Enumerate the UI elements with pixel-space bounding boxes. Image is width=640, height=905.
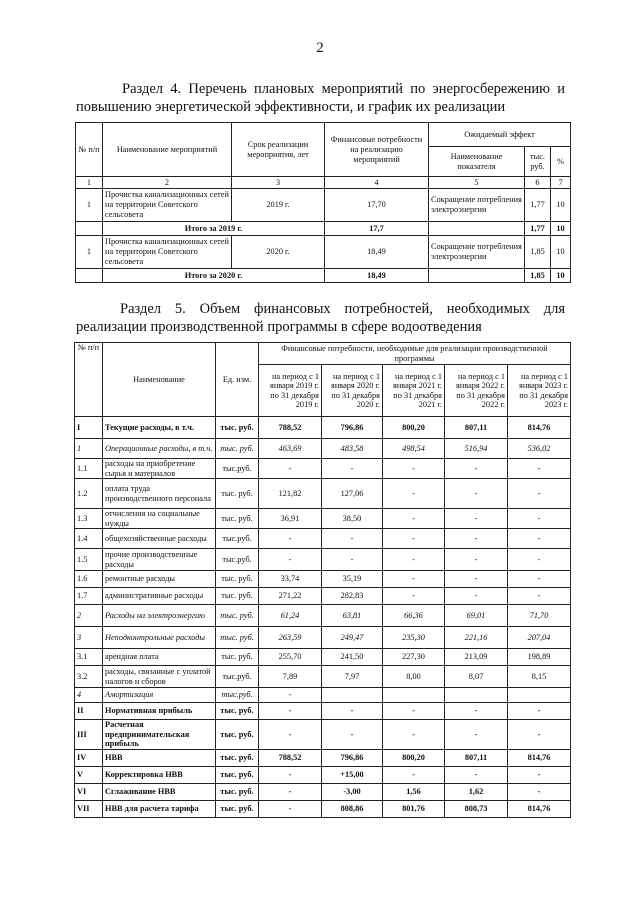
row-value: 8,15 <box>508 666 571 688</box>
total-rub: 1,77 <box>525 222 551 236</box>
table-row <box>76 189 571 222</box>
row-value: - <box>259 549 322 571</box>
column-numbers-row <box>76 177 571 189</box>
row-num: 1.4 <box>75 529 103 549</box>
header-indicator: Наименование показателя <box>429 147 525 177</box>
row-num: 3 <box>75 627 103 649</box>
row-value: - <box>508 767 571 784</box>
row-value: - <box>259 688 322 703</box>
row-num: 1 <box>76 189 103 222</box>
row-value: 35,19 <box>322 571 383 588</box>
table-row <box>75 417 571 439</box>
row-value: 241,50 <box>322 649 383 666</box>
row-value: 808,73 <box>445 801 508 818</box>
row-value: 66,36 <box>383 605 445 627</box>
row-finance: 18,49 <box>325 236 429 269</box>
row-value: +15,00 <box>322 767 383 784</box>
row-unit: тыс. руб. <box>216 784 259 801</box>
total-finance: 17,7 <box>325 222 429 236</box>
table-row <box>75 459 571 479</box>
row-value: 801,76 <box>383 801 445 818</box>
row-name: расходы, связанные с уплатой налогов и сборов <box>103 666 216 688</box>
row-value: 255,70 <box>259 649 322 666</box>
row-name: отчисления на социальные нужды <box>103 509 216 529</box>
row-value: 63,81 <box>322 605 383 627</box>
row-value: 71,70 <box>508 605 571 627</box>
row-value: 221,16 <box>445 627 508 649</box>
row-value: 127,06 <box>322 479 383 509</box>
table-row <box>75 703 571 720</box>
row-value: 807,11 <box>445 750 508 767</box>
table-row <box>75 588 571 605</box>
row-value: -3,00 <box>322 784 383 801</box>
section5-body <box>75 417 571 818</box>
row-num: 3.1 <box>75 649 103 666</box>
row-num: 1.6 <box>75 571 103 588</box>
section5-title: Раздел 5. Объем финансовых потребностей, необходимых для реализации производственной программы в сфере водоотведения <box>76 301 565 335</box>
section4-table <box>75 122 571 283</box>
row-num: 1 <box>75 439 103 459</box>
row-term: 2020 г. <box>232 236 325 269</box>
table-row <box>75 666 571 688</box>
section5-table <box>74 342 571 818</box>
row-value: - <box>445 588 508 605</box>
row-unit: тыс.руб. <box>216 459 259 479</box>
row-value: - <box>508 784 571 801</box>
row-unit: тыс. руб. <box>216 627 259 649</box>
col-number: 1 <box>76 177 103 189</box>
row-value: 38,50 <box>322 509 383 529</box>
table-row <box>75 750 571 767</box>
row-indicator: Сокращение потребления электроэнергии <box>429 236 525 269</box>
row-value: - <box>445 720 508 750</box>
row-value: 282,83 <box>322 588 383 605</box>
row-value: - <box>445 479 508 509</box>
total-pct: 10 <box>551 269 571 283</box>
row-value: - <box>445 571 508 588</box>
row-value: - <box>383 549 445 571</box>
row-name: Текущие расходы, в т.ч. <box>103 417 216 439</box>
row-unit: тыс.руб. <box>216 666 259 688</box>
table-row <box>75 479 571 509</box>
page-number: 2 <box>316 40 324 56</box>
header-term: Срок реализации мероприятия, лет <box>232 123 325 177</box>
row-num: 1 <box>76 236 103 269</box>
row-name: Прочистка канализационных сетей на территории Советского сельсовета <box>103 236 232 269</box>
row-value: - <box>508 529 571 549</box>
row-value: - <box>259 459 322 479</box>
row-name: Расчетная предпринимательская прибыль <box>103 720 216 750</box>
row-value: - <box>508 703 571 720</box>
table-total-row <box>76 222 571 236</box>
table-row <box>75 767 571 784</box>
section4-title: Раздел 4. Перечень плановых мероприятий по энергосбережению и повышению энергетической эффективности, и график их реализации <box>76 81 565 115</box>
row-name: административные расходы <box>103 588 216 605</box>
row-name: НВВ <box>103 750 216 767</box>
row-name: общехозяйственные расходы <box>103 529 216 549</box>
row-value: - <box>322 549 383 571</box>
row-value: - <box>322 459 383 479</box>
row-value <box>322 688 383 703</box>
row-value: - <box>383 479 445 509</box>
row-value: 814,76 <box>508 801 571 818</box>
row-value: 213,09 <box>445 649 508 666</box>
row-name: Операционные расходы, в т.ч. <box>103 439 216 459</box>
row-value: - <box>259 801 322 818</box>
col-number: 4 <box>325 177 429 189</box>
row-value: - <box>508 588 571 605</box>
row-value: - <box>259 720 322 750</box>
row-value: 271,22 <box>259 588 322 605</box>
row-value: 800,20 <box>383 750 445 767</box>
header-group: Финансовые потребности, необходимые для реализации производственной программы <box>259 343 571 365</box>
total-rub: 1,85 <box>525 269 551 283</box>
row-value: 121,82 <box>259 479 322 509</box>
total-label: Итого за 2020 г. <box>103 269 325 283</box>
row-value: 814,76 <box>508 750 571 767</box>
row-value: 7,89 <box>259 666 322 688</box>
row-value: - <box>322 529 383 549</box>
row-num: III <box>75 720 103 750</box>
row-value: 61,24 <box>259 605 322 627</box>
row-unit: тыс. руб. <box>216 509 259 529</box>
row-value: 263,59 <box>259 627 322 649</box>
row-unit: тыс.руб. <box>216 549 259 571</box>
row-name: Корректировка НВВ <box>103 767 216 784</box>
row-value: - <box>383 571 445 588</box>
table-row <box>75 549 571 571</box>
row-name: Прочистка канализационных сетей на территории Советского сельсовета <box>103 189 232 222</box>
header-finance: Финансовые потребности на реализацию мероприятий <box>325 123 429 177</box>
row-value: - <box>383 509 445 529</box>
row-value: - <box>322 703 383 720</box>
row-value: 1,56 <box>383 784 445 801</box>
col-number: 5 <box>429 177 525 189</box>
header-period: на период с 1 января 2023 г. по 31 декабря 2023 г. <box>508 365 571 417</box>
header-period: на период с 1 января 2021 г. по 31 декабря 2021 г. <box>383 365 445 417</box>
row-indicator: Сокращение потребления электроэнергии <box>429 189 525 222</box>
row-value: 1,62 <box>445 784 508 801</box>
col-number: 3 <box>232 177 325 189</box>
row-unit: тыс. руб. <box>216 479 259 509</box>
row-value <box>445 688 508 703</box>
row-value: - <box>508 459 571 479</box>
total-label: Итого за 2019 г. <box>103 222 325 236</box>
row-value: 235,30 <box>383 627 445 649</box>
row-value: - <box>445 767 508 784</box>
row-value: 807,11 <box>445 417 508 439</box>
row-value: - <box>383 459 445 479</box>
row-value: 227,30 <box>383 649 445 666</box>
col-number: 6 <box>525 177 551 189</box>
row-unit: тыс. руб. <box>216 801 259 818</box>
row-num: IV <box>75 750 103 767</box>
row-value: - <box>383 703 445 720</box>
row-name: НВВ для расчета тарифа <box>103 801 216 818</box>
row-value: - <box>259 767 322 784</box>
row-value: 788,52 <box>259 417 322 439</box>
row-value: 249,47 <box>322 627 383 649</box>
row-num: 1.1 <box>75 459 103 479</box>
row-value: - <box>508 549 571 571</box>
total-pct: 10 <box>551 222 571 236</box>
row-name: ремонтные расходы <box>103 571 216 588</box>
table-row <box>75 688 571 703</box>
row-num: VI <box>75 784 103 801</box>
row-value: 7,97 <box>322 666 383 688</box>
row-rub: 1,85 <box>525 236 551 269</box>
row-value: 800,20 <box>383 417 445 439</box>
row-value: - <box>445 509 508 529</box>
row-unit: тыс. руб. <box>216 750 259 767</box>
header-pct: % <box>551 147 571 177</box>
row-value <box>508 688 571 703</box>
header-rub: тыс. руб. <box>525 147 551 177</box>
row-num: 1.2 <box>75 479 103 509</box>
header-name: Наименование мероприятий <box>103 123 232 177</box>
row-value: 536,02 <box>508 439 571 459</box>
row-value: 498,54 <box>383 439 445 459</box>
row-value: - <box>259 529 322 549</box>
row-value: 36,91 <box>259 509 322 529</box>
row-unit: тыс.руб. <box>216 688 259 703</box>
row-num: VII <box>75 801 103 818</box>
row-num: 2 <box>75 605 103 627</box>
row-value <box>383 688 445 703</box>
row-value: - <box>445 549 508 571</box>
row-value: - <box>322 720 383 750</box>
row-unit: тыс.руб. <box>216 529 259 549</box>
total-finance: 18,49 <box>325 269 429 283</box>
row-num: 4 <box>75 688 103 703</box>
table-total-row <box>76 269 571 283</box>
row-term: 2019 г. <box>232 189 325 222</box>
table-row <box>75 571 571 588</box>
row-unit: тыс. руб. <box>216 720 259 750</box>
header-period: на период с 1 января 2022 г. по 31 декабря 2022 г. <box>445 365 508 417</box>
row-unit: тыс. руб. <box>216 649 259 666</box>
table-row <box>75 439 571 459</box>
row-value: - <box>383 720 445 750</box>
col-number: 7 <box>551 177 571 189</box>
row-num: V <box>75 767 103 784</box>
header-effect: Ожидаемый эффект <box>429 123 571 147</box>
row-name: арендная плата <box>103 649 216 666</box>
row-name: Сглаживание НВВ <box>103 784 216 801</box>
row-unit: тыс. руб. <box>216 767 259 784</box>
row-num: 3.2 <box>75 666 103 688</box>
row-value: 207,04 <box>508 627 571 649</box>
row-value: - <box>445 529 508 549</box>
col-number: 2 <box>103 177 232 189</box>
row-value: 483,58 <box>322 439 383 459</box>
row-value: 796,86 <box>322 417 383 439</box>
row-value: 463,69 <box>259 439 322 459</box>
row-value: 69,01 <box>445 605 508 627</box>
row-unit: тыс. руб. <box>216 605 259 627</box>
row-value: - <box>445 459 508 479</box>
row-value: 788,52 <box>259 750 322 767</box>
row-value: - <box>508 720 571 750</box>
row-num: 1.3 <box>75 509 103 529</box>
table-row <box>75 529 571 549</box>
row-value: - <box>508 571 571 588</box>
row-name: расходы на приобретение сырья и материалов <box>103 459 216 479</box>
row-value: 808,86 <box>322 801 383 818</box>
row-num: 1.5 <box>75 549 103 571</box>
table-row <box>75 627 571 649</box>
table-row <box>75 801 571 818</box>
row-value: 198,89 <box>508 649 571 666</box>
row-name: оплата труда производственного персонала <box>103 479 216 509</box>
row-num: I <box>75 417 103 439</box>
row-unit: тыс. руб. <box>216 588 259 605</box>
row-value: 33,74 <box>259 571 322 588</box>
table-row <box>75 784 571 801</box>
row-unit: тыс. руб. <box>216 571 259 588</box>
row-name: Амортизация <box>103 688 216 703</box>
row-value: - <box>383 588 445 605</box>
row-name: Расходы на электроэнергию <box>103 605 216 627</box>
row-value: 8,00 <box>383 666 445 688</box>
row-value: - <box>259 784 322 801</box>
row-rub: 1,77 <box>525 189 551 222</box>
table-row <box>76 236 571 269</box>
row-value: - <box>383 767 445 784</box>
row-pct: 10 <box>551 236 571 269</box>
row-pct: 10 <box>551 189 571 222</box>
row-name: прочие производственные расходы <box>103 549 216 571</box>
row-name: Неподконтрольные расходы <box>103 627 216 649</box>
row-name: Нормативная прибыль <box>103 703 216 720</box>
table-row <box>75 649 571 666</box>
header-name: Наименование <box>103 343 216 417</box>
header-period: на период с 1 января 2019 г. по 31 декабря 2019 г. <box>259 365 322 417</box>
row-finance: 17,70 <box>325 189 429 222</box>
row-value: 8,07 <box>445 666 508 688</box>
row-unit: тыс. руб. <box>216 439 259 459</box>
row-value: - <box>259 703 322 720</box>
table-row <box>75 605 571 627</box>
row-value: - <box>383 529 445 549</box>
row-value: - <box>445 703 508 720</box>
row-value: 814,76 <box>508 417 571 439</box>
row-value: 516,94 <box>445 439 508 459</box>
row-value: 796,86 <box>322 750 383 767</box>
row-unit: тыс. руб. <box>216 417 259 439</box>
row-value: - <box>508 479 571 509</box>
header-unit: Ед. изм. <box>216 343 259 417</box>
table-row <box>75 509 571 529</box>
table-row <box>75 720 571 750</box>
row-value: - <box>508 509 571 529</box>
header-period: на период с 1 января 2020 г. по 31 декабря 2020 г. <box>322 365 383 417</box>
row-num: II <box>75 703 103 720</box>
header-num: № п/п <box>76 123 103 177</box>
row-num: 1.7 <box>75 588 103 605</box>
row-unit: тыс. руб. <box>216 703 259 720</box>
header-num: № п/п <box>75 343 103 417</box>
